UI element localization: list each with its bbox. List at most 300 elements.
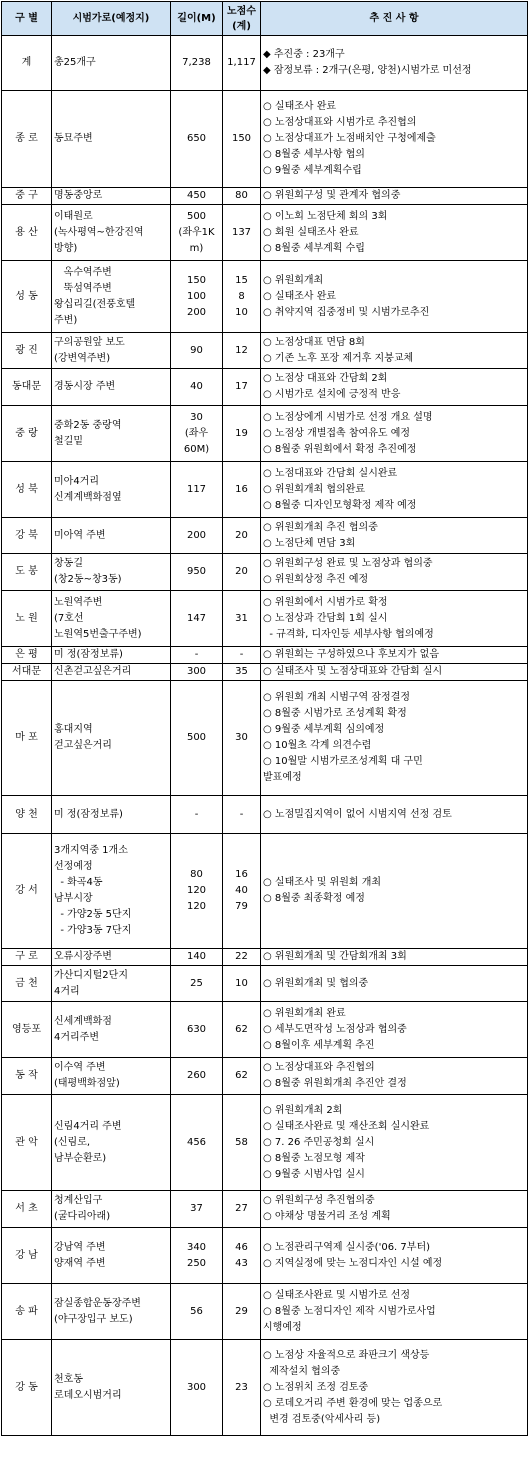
length-cell [171, 1228, 223, 1284]
street-cell [52, 1340, 171, 1436]
progress-cell-line: ○ 위원회개최 협의완료 [263, 483, 366, 495]
header-stalls-line: 노점수 [227, 5, 256, 17]
length-cell-line: 630 [186, 1023, 207, 1035]
progress-cell [261, 205, 528, 261]
street-cell-line: 철길밑 [54, 435, 83, 447]
district-cell: 강 남 [2, 1228, 52, 1284]
stalls-cell-line: 1,117 [227, 57, 256, 68]
district-cell: 중 구 [2, 188, 52, 205]
stalls-cell [223, 1191, 261, 1228]
progress-cell [261, 1284, 528, 1340]
progress-cell [261, 91, 528, 188]
length-cell-line: 500 [186, 732, 207, 743]
table-row [2, 333, 528, 369]
street-cell [52, 462, 171, 518]
progress-cell-line: ○ 노점밀집지역이 없어 시범지역 선정 검토 [263, 808, 452, 820]
progress-cell [261, 834, 528, 949]
length-cell [171, 406, 223, 462]
progress-cell-line: ◆ 추진중 : 23개구 [263, 49, 345, 60]
stalls-cell [223, 834, 261, 949]
street-cell [52, 591, 171, 647]
progress-cell-line: ○ 위원회개최 2회 [263, 1104, 343, 1116]
progress-cell-line: ○ 위원회개최 [263, 274, 324, 286]
stalls-cell-line: 43 [235, 1257, 248, 1269]
progress-cell-line: ○ 위원회 개최 시범구역 잠정결정 [263, 692, 411, 703]
progress-cell [261, 333, 528, 369]
stalls-cell-line: 10 [235, 306, 248, 318]
street-cell-line: 방향) [54, 242, 78, 254]
progress-cell-line: 제작설치 협의중 [263, 1365, 341, 1377]
progress-cell-line: ○ 위원회구성 추진협의중 [263, 1195, 375, 1206]
length-cell-line: 340 [186, 1241, 207, 1253]
progress-cell-line: ○ 위원회개최 완료 [263, 1007, 346, 1019]
stalls-cell-line: 19 [235, 427, 248, 439]
district-cell: 종 로 [2, 91, 52, 188]
length-cell-line: 140 [186, 951, 207, 962]
length-cell-line: 200 [186, 306, 207, 318]
street-cell [52, 91, 171, 188]
stalls-cell [223, 554, 261, 591]
progress-cell [261, 664, 528, 681]
district-cell: 영등포 [2, 1002, 52, 1058]
progress-cell-line: ○ 기존 노후 포장 제거후 지붕교체 [263, 352, 414, 364]
length-cell-line: 300 [186, 666, 207, 677]
stalls-cell [223, 681, 261, 796]
progress-cell-line: ○ 노점대표와 간담회 실시완료 [263, 467, 398, 479]
progress-cell-line: ○ 노점상 대표와 간담회 2회 [263, 373, 388, 384]
progress-cell-line: ○ 위원회개최 추진 협의중 [263, 521, 378, 533]
length-cell-line: 25 [190, 977, 203, 989]
header-row [2, 2, 528, 36]
progress-cell-line: ○ 노점상과 간담회 1회 실시 [263, 612, 388, 624]
street-vendor-pilot-table [1, 1, 528, 1436]
progress-cell-line: ○ 위원회개최 및 협의중 [263, 977, 369, 989]
street-cell-line: 노원역5번출구주변) [54, 628, 142, 640]
progress-cell-line: ○ 7. 26 주민공청회 실시 [263, 1136, 375, 1148]
district-cell: 노 원 [2, 591, 52, 647]
stalls-cell [223, 333, 261, 369]
progress-cell [261, 1340, 528, 1436]
street-cell-line: 잠실종합운동장주변 [54, 1297, 141, 1309]
stalls-cell-line: 137 [231, 226, 252, 238]
stalls-cell [223, 261, 261, 333]
progress-cell-line: ○ 8월중 위원회개최 추진안 결정 [263, 1078, 407, 1089]
progress-cell-line: ○ 노점상 개별접촉 참여유도 예정 [263, 427, 411, 439]
district-cell: 마 포 [2, 681, 52, 796]
stalls-cell-line: 12 [235, 344, 248, 356]
stalls-cell-line: 23 [235, 1381, 248, 1393]
progress-cell [261, 591, 528, 647]
table-row [2, 1284, 528, 1340]
length-cell [171, 1284, 223, 1340]
stalls-cell [223, 1095, 261, 1191]
stalls-cell [223, 91, 261, 188]
street-cell [52, 647, 171, 664]
street-cell [52, 949, 171, 966]
district-cell: 구 로 [2, 949, 52, 966]
table-row [2, 647, 528, 664]
stalls-cell [223, 647, 261, 664]
length-cell-line: 100 [186, 290, 207, 302]
progress-cell-line: ○ 시범가로 설치에 긍정적 반응 [263, 389, 401, 400]
street-cell-line: 신세계백화점 [54, 1015, 112, 1027]
length-cell [171, 1002, 223, 1058]
district-cell: 양 천 [2, 796, 52, 834]
progress-cell [261, 1095, 528, 1191]
street-cell-line: 천호동 [54, 1373, 83, 1385]
length-cell-line: - [194, 808, 199, 820]
table-row [2, 664, 528, 681]
length-cell-line: 300 [186, 1381, 207, 1393]
stalls-cell [223, 1002, 261, 1058]
length-cell-line: 500 [186, 210, 207, 222]
street-cell-line: 신촌걷고싶은거리 [54, 666, 132, 677]
street-cell-line: 로데오시범거리 [54, 1389, 122, 1401]
street-cell [52, 333, 171, 369]
length-cell [171, 554, 223, 591]
stalls-cell-line: 80 [235, 190, 248, 201]
length-cell [171, 91, 223, 188]
progress-cell-line: ○ 노점상대표 면담 8회 [263, 336, 365, 348]
length-cell-line: 456 [186, 1136, 207, 1148]
table-row [2, 369, 528, 406]
length-cell [171, 591, 223, 647]
progress-cell-line: ○ 8월중 노점디자인 제작 시범가로사업 [263, 1305, 436, 1317]
progress-cell-line: ○ 로데오거리 주변 환경에 맞는 업종으로 [263, 1397, 443, 1409]
street-cell-line: 뚝섬역주변 [54, 282, 112, 294]
length-cell-line: 150 [186, 274, 207, 286]
length-cell-line: 450 [186, 190, 207, 201]
stalls-cell [223, 36, 261, 91]
length-cell-line: 250 [186, 1257, 207, 1269]
progress-cell-line: ○ 노점상대표가 노점배치안 구청에제출 [263, 133, 436, 144]
progress-cell-line: ○ 노점관리구역제 실시중('06. 7부터) [263, 1241, 430, 1253]
length-cell-line: 650 [186, 133, 207, 144]
street-cell-line: 4거리 [54, 985, 80, 997]
length-cell [171, 664, 223, 681]
progress-cell [261, 406, 528, 462]
stalls-cell-line: 16 [235, 869, 248, 880]
street-cell-line: 주변) [54, 314, 78, 326]
progress-cell-line: ○ 위원회구성 완료 및 노점상과 협의중 [263, 558, 433, 569]
length-cell-line: - [194, 649, 199, 660]
stalls-cell-line: 40 [235, 885, 248, 896]
table-row [2, 462, 528, 518]
stalls-cell [223, 949, 261, 966]
street-cell-line: (녹사평역~한강진역 [54, 226, 144, 238]
progress-cell-line: - 규격화, 디자인등 세부사항 협의예정 [263, 628, 434, 640]
progress-cell-line: 발표예정 [263, 772, 302, 783]
street-cell [52, 796, 171, 834]
progress-cell-line: ○ 실태조사 및 노점상대표와 간담회 실시 [263, 666, 443, 677]
table-row [2, 834, 528, 949]
street-cell-line: 총25개구 [54, 57, 96, 68]
progress-cell-line: ○ 실태조사완료 및 시범가로 선정 [263, 1289, 411, 1301]
district-cell: 송 파 [2, 1284, 52, 1340]
length-cell [171, 518, 223, 554]
table-row [2, 1095, 528, 1191]
table-row [2, 1002, 528, 1058]
table-row [2, 205, 528, 261]
street-cell [52, 1058, 171, 1095]
progress-cell-line: ○ 위원회는 구성하였으나 후보지가 없음 [263, 649, 440, 660]
district-cell: 서대문 [2, 664, 52, 681]
stalls-cell [223, 1284, 261, 1340]
street-cell-line: 경동시장 주변 [54, 381, 116, 392]
district-cell: 성 북 [2, 462, 52, 518]
progress-cell [261, 1228, 528, 1284]
progress-cell-line: ○ 야채상 명물거리 조성 계획 [263, 1211, 391, 1222]
progress-cell-line: ○ 실태조사 및 위원회 개최 [263, 877, 382, 888]
district-cell: 중 랑 [2, 406, 52, 462]
street-cell-line: 선정예정 [54, 861, 93, 872]
progress-cell-line: ○ 8월중 노점모형 제작 [263, 1152, 365, 1164]
progress-cell-line: ○ 8월이후 세부계획 추진 [263, 1039, 375, 1051]
progress-cell-line: ○ 8월중 최종확정 예정 [263, 893, 365, 904]
street-cell-line: (신림로, [54, 1136, 91, 1148]
stalls-cell [223, 664, 261, 681]
district-cell: 도 봉 [2, 554, 52, 591]
progress-cell-line: ○ 이노회 노점단체 회의 3회 [263, 210, 388, 222]
street-cell-line: 청계산입구 [54, 1195, 103, 1206]
table-row [2, 91, 528, 188]
progress-cell [261, 1191, 528, 1228]
stalls-cell-line: 17 [235, 381, 248, 392]
progress-cell-line: ○ 세부도면작성 노점상과 협의중 [263, 1023, 407, 1035]
table-row [2, 681, 528, 796]
table-row [2, 949, 528, 966]
stalls-cell [223, 406, 261, 462]
stalls-cell-line: 20 [235, 529, 248, 541]
length-cell-line: 80 [190, 869, 203, 880]
progress-cell-line: ○ 실태조사 완료 [263, 290, 337, 302]
stalls-cell-line: 31 [235, 612, 248, 624]
street-cell-line: 이수역 주변 [54, 1062, 106, 1073]
street-cell-line: 신계계백화점옆 [54, 491, 122, 503]
progress-cell-line: ○ 취약지역 집중정비 및 시범가로추진 [263, 306, 430, 318]
header-length: 길이(M) [171, 2, 223, 36]
street-cell-line: 홍대지역 [54, 724, 93, 735]
stalls-cell-line: 46 [235, 1241, 248, 1253]
length-cell-line: 37 [190, 1203, 203, 1214]
district-cell: 강 동 [2, 1340, 52, 1436]
length-cell-line: 60M) [183, 443, 210, 455]
street-cell [52, 205, 171, 261]
street-cell-line: 창동길 [54, 558, 83, 569]
street-cell [52, 1284, 171, 1340]
district-cell: 용 산 [2, 205, 52, 261]
stalls-cell-line: 22 [235, 951, 248, 962]
street-cell-line: 미아역 주변 [54, 529, 106, 541]
street-cell [52, 681, 171, 796]
length-cell-line: 200 [186, 529, 207, 541]
progress-cell [261, 1058, 528, 1095]
table-row [2, 406, 528, 462]
street-cell-line: 동묘주변 [54, 133, 93, 144]
length-cell-line: 40 [190, 381, 203, 392]
stalls-cell-line: 8 [238, 290, 245, 302]
progress-cell-line: ○ 8월중 시범가로 조성계획 확정 [263, 708, 407, 719]
progress-cell-line: ○ 노점단체 면담 3회 [263, 537, 356, 549]
street-cell-line: 명동중앙로 [54, 190, 103, 201]
stalls-cell-line: 29 [235, 1305, 248, 1317]
district-cell: 성 동 [2, 261, 52, 333]
progress-cell-line: ○ 노점상대표와 시범가로 추진협의 [263, 117, 417, 128]
header-stalls [223, 2, 261, 36]
street-cell [52, 1228, 171, 1284]
progress-cell-line: ○ 지역실정에 맞는 노점디자인 시설 예정 [263, 1257, 443, 1269]
header-street: 시범가로(예정지) [52, 2, 171, 36]
length-cell-line: 30 [190, 411, 203, 423]
stalls-cell [223, 188, 261, 205]
progress-cell-line: ○ 실태조사 완료 [263, 101, 337, 112]
header-progress: 추 진 사 항 [261, 2, 528, 36]
street-cell-line: 가산디지털2단지 [54, 969, 128, 981]
progress-cell-line: ○ 8월중 위원회에서 확정 추진예정 [263, 443, 417, 455]
stalls-cell [223, 966, 261, 1002]
progress-cell-line: ○ 10월초 각계 의견수렴 [263, 740, 372, 751]
street-cell-line: 구의공원앞 보도 [54, 336, 125, 348]
table-row [2, 554, 528, 591]
street-cell [52, 554, 171, 591]
table-row [2, 796, 528, 834]
table-row [2, 1191, 528, 1228]
progress-cell-line: ◆ 잠정보류 : 2개구(은평, 양천)시범가로 미선정 [263, 65, 472, 76]
length-cell-line: 120 [186, 885, 207, 896]
stalls-cell [223, 1228, 261, 1284]
length-cell [171, 966, 223, 1002]
progress-cell [261, 462, 528, 518]
stalls-cell [223, 205, 261, 261]
street-cell [52, 261, 171, 333]
street-cell-line: 노원역주변 [54, 596, 103, 608]
length-cell-line: 90 [190, 344, 203, 356]
progress-cell [261, 647, 528, 664]
stalls-cell [223, 462, 261, 518]
length-cell [171, 1340, 223, 1436]
progress-cell-line: ○ 8월중 세부사항 협의 [263, 149, 365, 160]
street-cell-line: 이태원로 [54, 210, 93, 222]
table-row [2, 591, 528, 647]
street-cell-line: - 가양3동 7단지 [54, 925, 132, 936]
stalls-cell-line: 35 [235, 666, 248, 677]
length-cell-line: 120 [186, 901, 207, 912]
stalls-cell-line: - [239, 808, 244, 820]
progress-cell-line: ○ 10월말 시범가로조성계획 대 구민 [263, 756, 423, 767]
street-cell-line: (7호선 [54, 612, 84, 624]
stalls-cell-line: - [239, 649, 244, 660]
length-cell [171, 205, 223, 261]
progress-cell [261, 36, 528, 91]
street-cell-line: - 가양2동 5단지 [54, 909, 132, 920]
length-cell [171, 462, 223, 518]
stalls-cell-line: 62 [235, 1070, 248, 1081]
street-cell [52, 834, 171, 949]
stalls-cell-line: 20 [235, 566, 248, 577]
length-cell-line: (좌우1K [178, 226, 215, 238]
table-row [2, 966, 528, 1002]
stalls-cell-line: 27 [235, 1203, 248, 1214]
district-cell: 금 천 [2, 966, 52, 1002]
table-row [2, 188, 528, 205]
table-row [2, 261, 528, 333]
progress-cell [261, 518, 528, 554]
street-cell-line: (강변역주변) [54, 352, 111, 364]
stalls-cell-line: 15 [235, 274, 248, 286]
length-cell [171, 36, 223, 91]
street-cell [52, 1095, 171, 1191]
district-cell: 서 초 [2, 1191, 52, 1228]
progress-cell-line: ○ 노점상 자율적으로 좌판크기 색상등 [263, 1349, 430, 1361]
length-cell [171, 796, 223, 834]
street-cell-line: 신림4거리 주변 [54, 1120, 122, 1132]
street-cell [52, 36, 171, 91]
district-cell: 강 북 [2, 518, 52, 554]
street-cell-line: 강남역 주변 [54, 1241, 106, 1253]
table-row [2, 1228, 528, 1284]
length-cell [171, 261, 223, 333]
district-cell: 관 악 [2, 1095, 52, 1191]
street-cell [52, 406, 171, 462]
length-cell-line: 56 [190, 1305, 203, 1317]
stalls-cell-line: 62 [235, 1023, 248, 1035]
length-cell-line: (좌우 [184, 427, 209, 439]
table-row [2, 1058, 528, 1095]
street-cell-line: 남부시장 [54, 893, 93, 904]
progress-cell-line: 변경 검토중(악세사리 등) [263, 1413, 381, 1425]
district-cell: 강 서 [2, 834, 52, 949]
length-cell [171, 1095, 223, 1191]
table-row [2, 518, 528, 554]
stalls-cell-line: 79 [235, 901, 248, 912]
table-row [2, 1340, 528, 1436]
length-cell-line: m) [189, 242, 204, 254]
header-stalls-line: (계) [232, 20, 251, 32]
street-cell [52, 518, 171, 554]
stalls-cell [223, 591, 261, 647]
street-cell [52, 1191, 171, 1228]
stalls-cell [223, 796, 261, 834]
district-cell: 광 진 [2, 333, 52, 369]
progress-cell-line: ○ 위원회상정 추진 예정 [263, 574, 369, 585]
length-cell [171, 681, 223, 796]
table-row [2, 36, 528, 91]
street-cell-line: (굴다리아래) [54, 1211, 111, 1222]
length-cell-line: 147 [186, 612, 207, 624]
length-cell [171, 647, 223, 664]
progress-cell-line: ○ 위원회에서 시범가로 확정 [263, 596, 388, 608]
stalls-cell [223, 369, 261, 406]
length-cell-line: 260 [186, 1070, 207, 1081]
progress-cell-line: ○ 위원회개최 및 간담회개최 3회 [263, 951, 407, 962]
street-cell [52, 188, 171, 205]
stalls-cell-line: 150 [231, 133, 252, 144]
street-cell-line: (태평백화점앞) [54, 1078, 120, 1089]
street-cell-line: 왕십리길(전풍호텔 [54, 298, 136, 310]
progress-cell [261, 796, 528, 834]
street-cell-line: 미 정(잠정보류) [54, 649, 123, 660]
progress-cell [261, 949, 528, 966]
street-cell-line: 4거리주변 [54, 1031, 100, 1043]
progress-cell-line: ○ 노점위치 조정 검토중 [263, 1381, 369, 1393]
progress-cell-line: ○ 8월중 디자인모형확정 제작 예정 [263, 499, 417, 511]
street-cell [52, 1002, 171, 1058]
progress-cell-line: ○ 9월중 세부계획수립 [263, 165, 362, 176]
street-cell [52, 664, 171, 681]
stalls-cell-line: 30 [235, 732, 248, 743]
progress-cell [261, 681, 528, 796]
street-cell-line: 양재역 주변 [54, 1257, 106, 1269]
